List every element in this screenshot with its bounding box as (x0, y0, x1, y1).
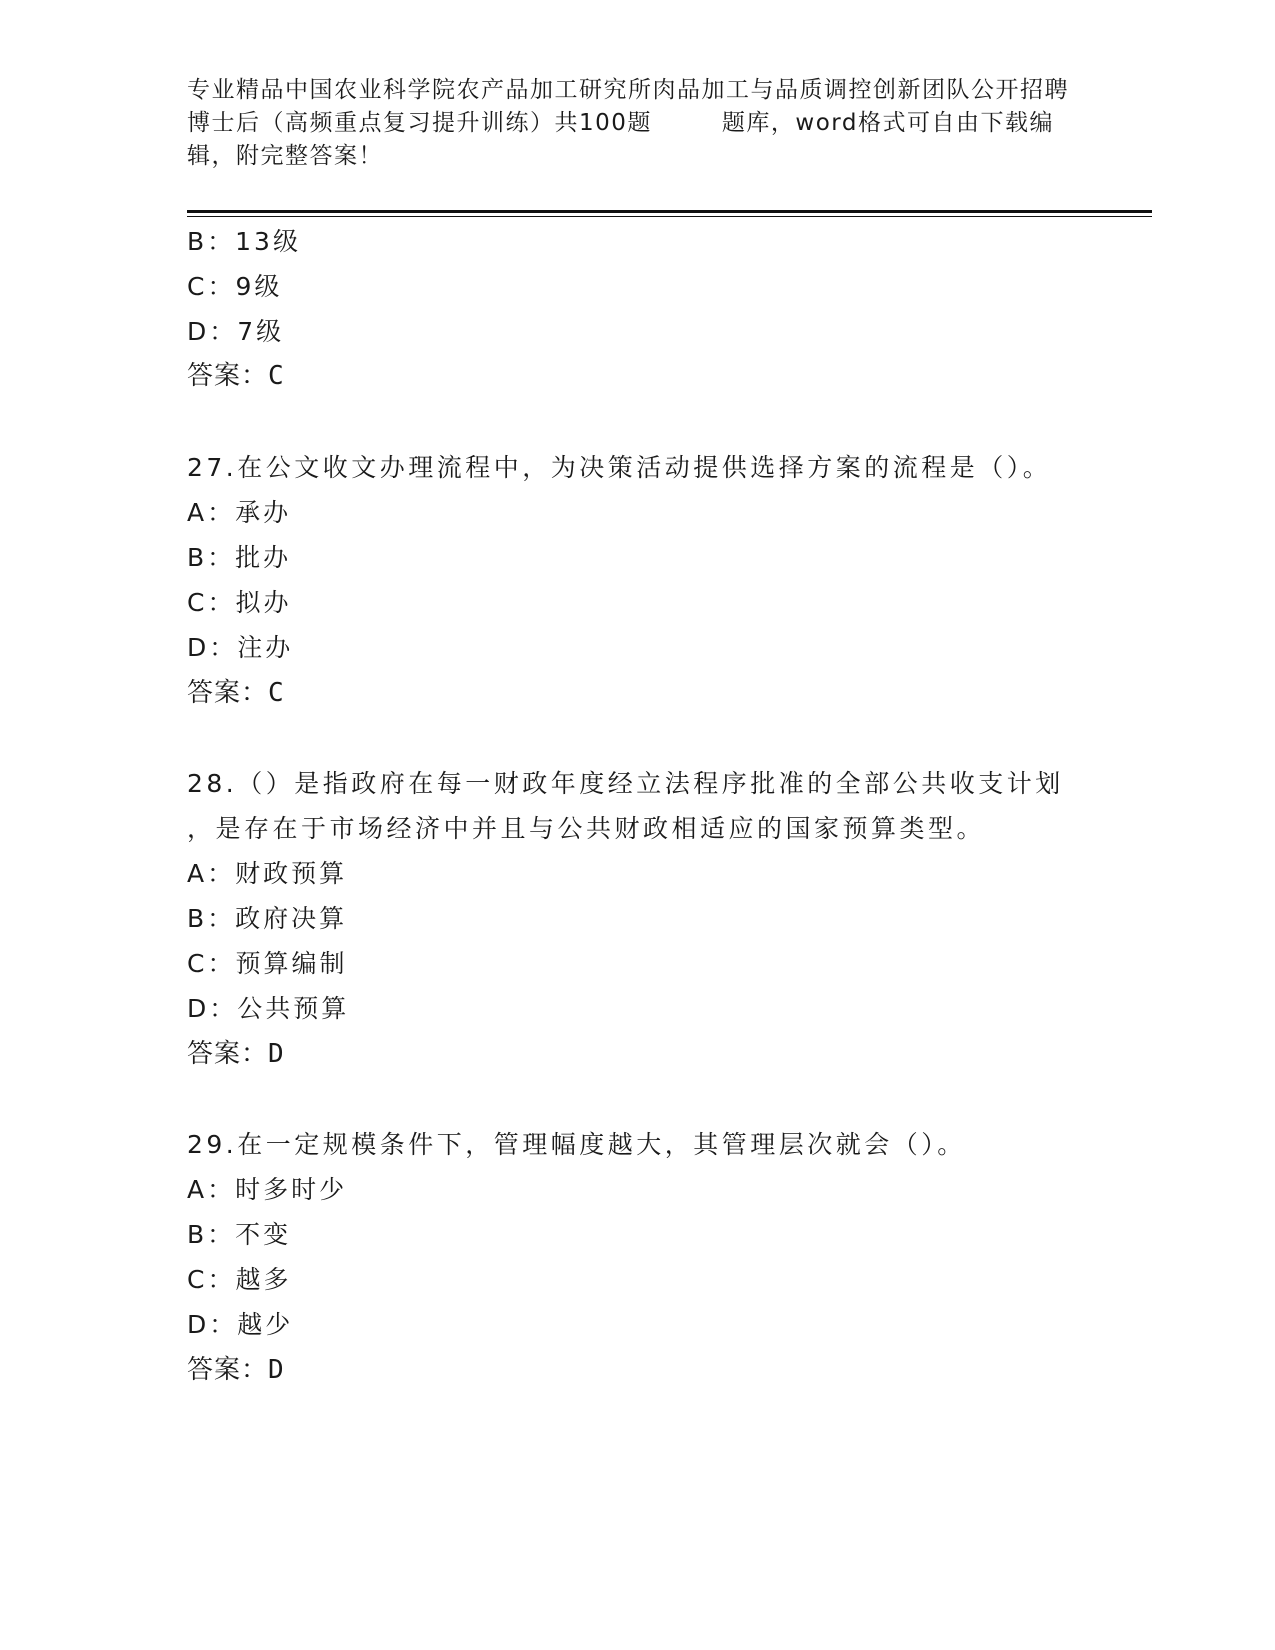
q27-option-b: B：批办 (187, 543, 292, 572)
document-title (187, 74, 1087, 173)
q28-stem-line-2: ，是存在于市场经济中并且与公共财政相适应的国家预算类型。 (187, 814, 986, 843)
q29-stem: 29.在一定规模条件下，管理幅度越大，其管理层次就会（）。 (187, 1130, 966, 1159)
title-line-3: 辑，附完整答案！ (187, 143, 383, 169)
q27-option-c: C：拟办 (187, 588, 292, 617)
q29-option-b: B：不变 (187, 1220, 292, 1249)
answer-value: D (268, 1355, 285, 1385)
q29-option-d: D：越少 (187, 1310, 294, 1339)
q29-option-c: C：越多 (187, 1265, 292, 1294)
q26-answer (187, 359, 285, 393)
q28-answer (187, 1037, 285, 1071)
q28-option-a: A：财政预算 (187, 859, 348, 888)
q28-stem-line-1: 28.（）是指政府在每一财政年度经立法程序批准的全部公共收支计划 (187, 769, 1064, 798)
q27-stem: 27.在公文收文办理流程中，为决策活动提供选择方案的流程是（）。 (187, 453, 1052, 482)
title-line-2a: 博士后（高频重点复习提升训练）共100题 (187, 110, 652, 136)
q26-option-d: D：7级 (187, 317, 285, 346)
answer-label: 答案： (187, 1039, 269, 1069)
answer-value: C (268, 678, 285, 708)
answer-value: D (268, 1039, 285, 1069)
q28-option-c: C：预算编制 (187, 949, 348, 978)
answer-label: 答案： (187, 361, 269, 391)
q26-option-b: B：13级 (187, 227, 301, 256)
answer-label: 答案： (187, 678, 269, 708)
q29-answer (187, 1353, 285, 1387)
q26-option-c: C：9级 (187, 272, 283, 301)
q27-option-d: D：注办 (187, 633, 294, 662)
q28-option-d: D：公共预算 (187, 994, 350, 1023)
q27-option-a: A：承办 (187, 498, 292, 527)
q27-answer (187, 676, 285, 710)
header-divider-thin (187, 216, 1152, 217)
title-line-1: 专业精品中国农业科学院农产品加工研究所肉品加工与品质调控创新团队公开招聘 (187, 77, 1069, 103)
title-line-2b: 题库，word格式可自由下载编 (721, 110, 1054, 136)
answer-value: C (268, 361, 285, 391)
header-divider-thick (187, 210, 1152, 213)
title-line-2 (187, 107, 1087, 140)
q28-option-b: B：政府决算 (187, 904, 348, 933)
answer-label: 答案： (187, 1355, 269, 1385)
q29-option-a: A：时多时少 (187, 1175, 348, 1204)
